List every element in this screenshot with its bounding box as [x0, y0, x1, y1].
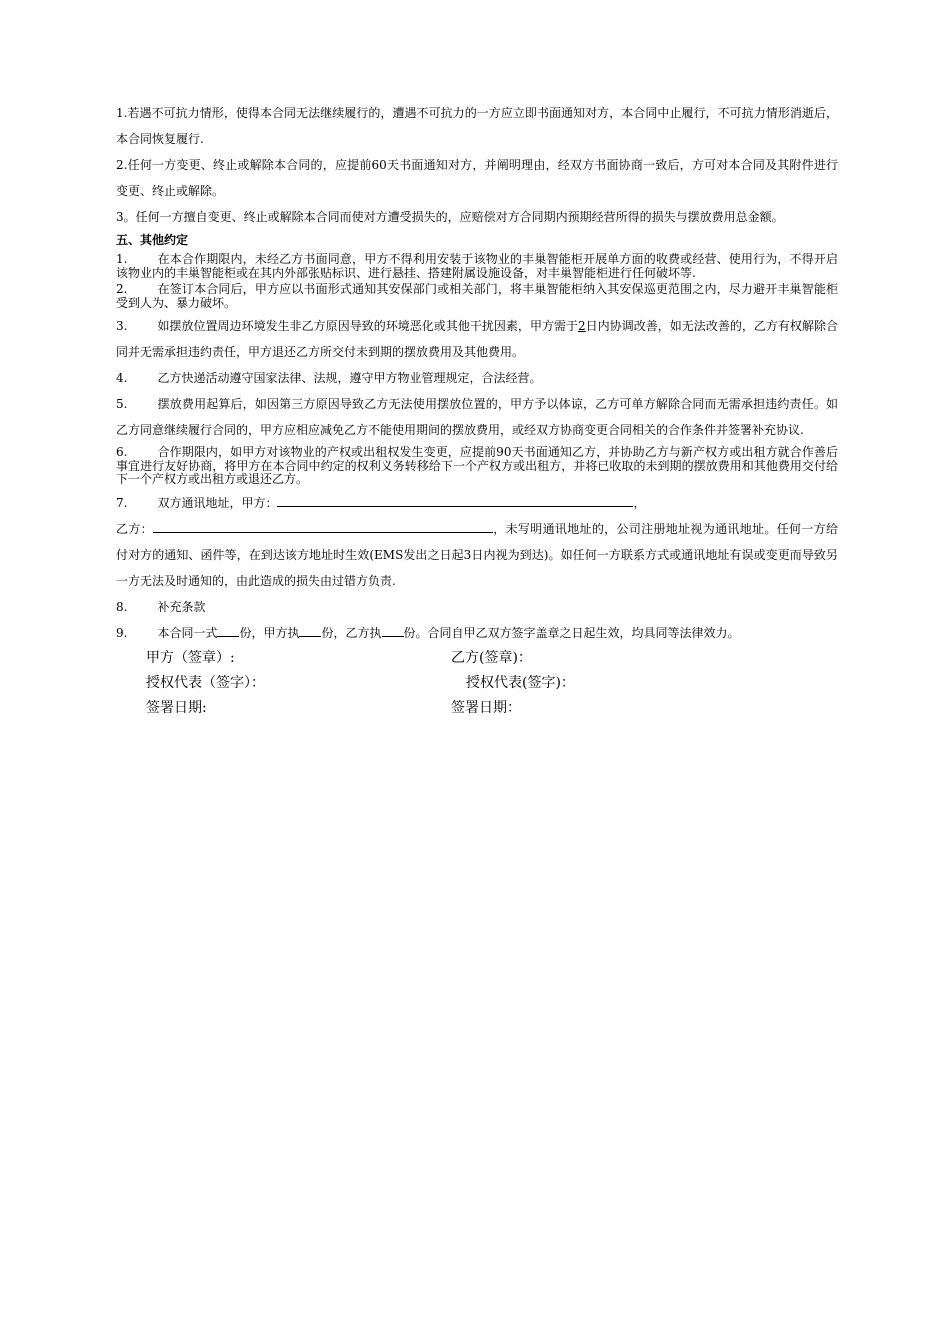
signature-row-representative: [116, 671, 838, 696]
force-majeure-clause-1: 1.若遇不可抗力情形，使得本合同无法继续履行的，遭遇不可抗力的一方应立即书面通知对方，本合同中止履行，不可抗力情形消逝后，本合同恢复履行.: [116, 106, 838, 146]
signature-row-date: [116, 696, 838, 721]
party-a-date-label: 签署日期:: [146, 699, 207, 716]
copies-party-b-blank[interactable]: [382, 624, 404, 637]
termination-notice-clause-2: 2.任何一方变更、终止或解除本合同的，应提前60天书面通知对方，并阐明理由，经双方书面协商一致后，方可对本合同及其附件进行变更、终止或解除。: [116, 158, 838, 198]
clause-1: [116, 253, 838, 280]
clause-9: [116, 620, 838, 646]
clause-6: [116, 446, 838, 487]
clause-text: 日内协调改善，如无法改善的，乙方有权解除合同并无需承担违约责任，甲方退还乙方所交付未到期的摆放费用及其他费用。: [116, 319, 838, 359]
clause-number: 9.: [116, 625, 128, 640]
section-heading: 五、其他约定: [116, 233, 189, 247]
signature-row-seal: [116, 646, 838, 671]
clause-text: 补充条款: [157, 599, 206, 614]
punctuation: ，: [633, 495, 646, 510]
days-value: 2: [578, 319, 586, 333]
unilateral-termination-clause-3: 3。任何一方擅自变更、终止或解除本合同而使对方遭受损失的，应赔偿对方合同期内预期经营所得的损失与摆放费用总金额。: [116, 210, 784, 224]
clause-number: 4.: [116, 371, 128, 385]
clause-7: [116, 490, 838, 516]
clause-text: 乙方快递活动遵守国家法律、法规，遵守甲方物业管理规定，合法经营。: [157, 371, 542, 385]
clause-number: 3.: [116, 319, 128, 333]
clause-text: 在签订本合同后，甲方应以书面形式通知其安保部门或相关部门，将丰巢智能柜纳入其安保巡更范围之内，尽力避开丰巢智能柜受到人为、暴力破坏。: [116, 282, 838, 310]
clause-number: 6.: [116, 445, 128, 459]
clause-number: 5.: [116, 397, 128, 411]
party-a-address-blank[interactable]: [277, 494, 633, 507]
clause-text: 份，甲方执: [239, 625, 300, 640]
clause-text: 本合同一式: [157, 625, 218, 640]
party-a-representative-label: 授权代表（签字）：: [146, 674, 265, 691]
clause-3: [116, 313, 838, 365]
clause-number: 1.: [116, 252, 128, 266]
address-label-party-b: 乙方：: [116, 521, 153, 536]
clause-number: 7.: [116, 495, 128, 510]
clause-text: 份，乙方执: [321, 625, 382, 640]
copies-party-a-blank[interactable]: [299, 624, 321, 637]
clause-8: [116, 594, 838, 620]
clause-text: ，未写明通讯地址的，公司注册地址视为通讯地址。任何一方给付对方的通知、函件等，在到达该方地址时生效(EMS发出之日起3日内视为到达)。如任何一方联系方式或通讯地址有误或变更而导致另一方无法及时通知的，由此造成的损失由过错方负责.: [116, 521, 838, 588]
party-b-date-label: 签署日期：: [451, 699, 521, 716]
clause-number: 8.: [116, 599, 128, 614]
address-label-party-a: 双方通讯地址，甲方：: [157, 495, 278, 510]
clause-text: 摆放费用起算后，如因第三方原因导致乙方无法使用摆放位置的，甲方予以体谅，乙方可单方解除合同而无需承担违约责任。如乙方同意继续履行合同的，甲方应相应减免乙方不能使用期间的摆放费用，或经双方协商变更合同相关的合作条件并签署补充协议.: [116, 397, 838, 437]
clause-4: [116, 365, 838, 391]
party-a-seal-label: 甲方（签章）:: [146, 649, 235, 666]
clause-text: 合作期限内，如甲方对该物业的产权或出租权发生变更，应提前90天书面通知乙方，并协助乙方与新产权方或出租方就合作善后事宜进行友好协商，将甲方在本合同中约定的权利义务转移给下一个产权方或出租方，并将已收取的未到期的摆放费用和其他费用交付给下一个产权方或出租方或退还乙方。: [116, 445, 838, 486]
party-b-address-blank[interactable]: [153, 520, 493, 533]
contract-body: [116, 100, 838, 721]
party-b-seal-label: 乙方(签章)：: [451, 649, 532, 666]
clause-number: 2.: [116, 282, 128, 296]
clause-2: [116, 283, 838, 310]
clause-text: 在本合作期限内，未经乙方书面同意，甲方不得利用安装于该物业的丰巢智能柜开展单方面的收费或经营、使用行为，不得开启该物业内的丰巢智能柜或在其内外部张贴标识、进行悬挂、搭建附属设施设备，对丰巢智能柜进行任何破坏等.: [116, 252, 838, 280]
clause-7-continued: [116, 516, 838, 594]
clause-text: 如摆放位置周边环境发生非乙方原因导致的环境恶化或其他干扰因素，甲方需于: [157, 319, 579, 333]
clause-text: 份。合同自甲乙双方签字盖章之日起生效，均具同等法律效力。: [403, 625, 740, 640]
party-b-representative-label: 授权代表(签字)：: [466, 674, 575, 691]
clause-5: [116, 391, 838, 443]
copies-total-blank[interactable]: [217, 624, 239, 637]
